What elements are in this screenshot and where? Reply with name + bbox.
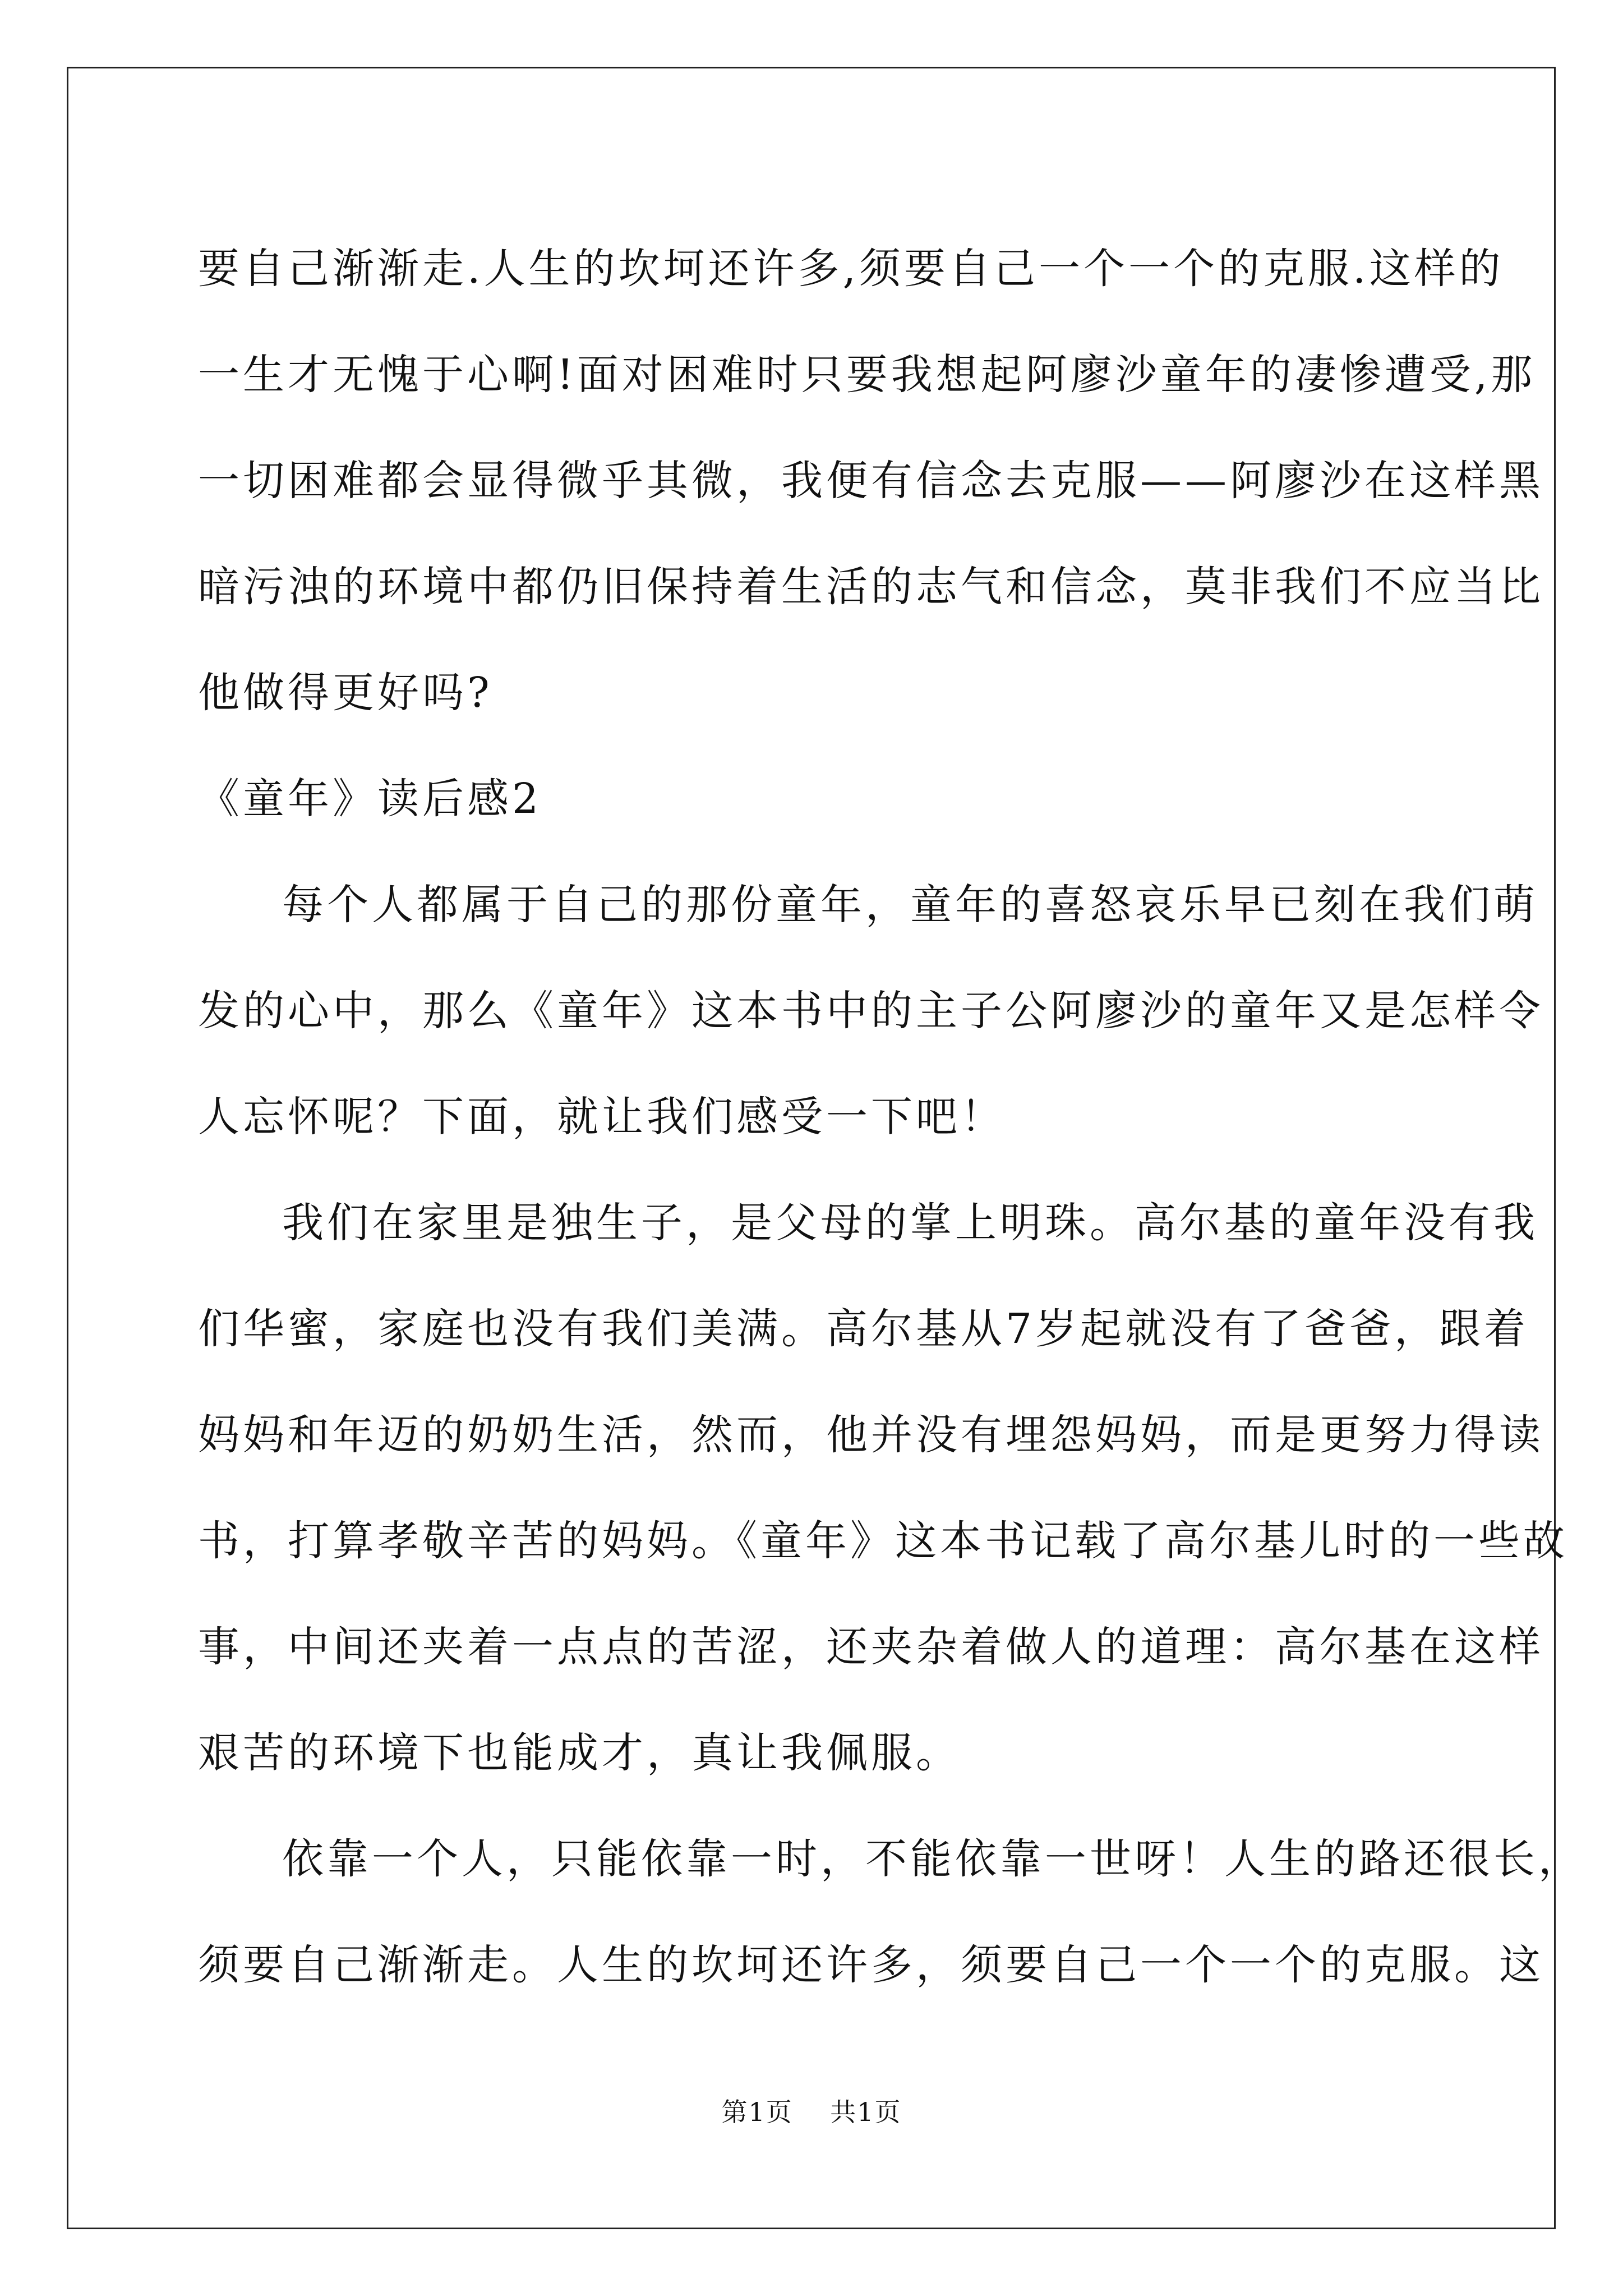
text-line: 艰苦的环境下也能成才，真让我佩服。 — [198, 1729, 961, 1777]
section-heading: 《童年》读后感2 — [198, 775, 542, 823]
text-line: 依靠一个人，只能依靠一时，不能依靠一世呀！人生的路还很长， — [282, 1835, 1583, 1883]
text-line: 书，打算孝敬辛苦的妈妈。《童年》这本书记载了高尔基儿时的一些故 — [198, 1517, 1568, 1565]
text-line: 一切困难都会显得微乎其微，我便有信念去克服——阿廖沙在这样黑 — [198, 457, 1544, 505]
text-line: 们华蜜，家庭也没有我们美满。高尔基从7岁起就没有了爸爸，跟着 — [198, 1305, 1529, 1353]
text-line: 发的心中，那么《童年》这本书中的主子公阿廖沙的童年又是怎样令 — [198, 987, 1544, 1035]
text-line: 我们在家里是独生子，是父母的掌上明珠。高尔基的童年没有我 — [282, 1199, 1538, 1247]
text-line: 事，中间还夹着一点点的苦涩，还夹杂着做人的道理：高尔基在这样 — [198, 1623, 1544, 1671]
text-line: 妈妈和年迈的奶奶生活，然而，他并没有埋怨妈妈，而是更努力得读 — [198, 1411, 1544, 1459]
text-line: 暗污浊的环境中都仍旧保持着生活的志气和信念，莫非我们不应当比 — [198, 563, 1544, 611]
text-line: 他做得更好吗? — [198, 669, 493, 717]
text-line: 人忘怀呢？下面，就让我们感受一下吧！ — [198, 1093, 1006, 1141]
text-line: 每个人都属于自己的那份童年，童年的喜怒哀乐早已刻在我们萌 — [282, 881, 1538, 929]
document-body — [198, 216, 1583, 2018]
page-footer: 第1页 共1页 — [721, 2097, 902, 2127]
text-line: 须要自己渐渐走。人生的坎坷还许多，须要自己一个一个的克服。这 — [198, 1941, 1544, 1989]
text-line: 要自己渐渐走.人生的坎坷还许多,须要自己一个一个的克服.这样的 — [198, 245, 1504, 293]
text-line: 一生才无愧于心啊!面对困难时只要我想起阿廖沙童年的凄惨遭受,那 — [198, 351, 1536, 399]
